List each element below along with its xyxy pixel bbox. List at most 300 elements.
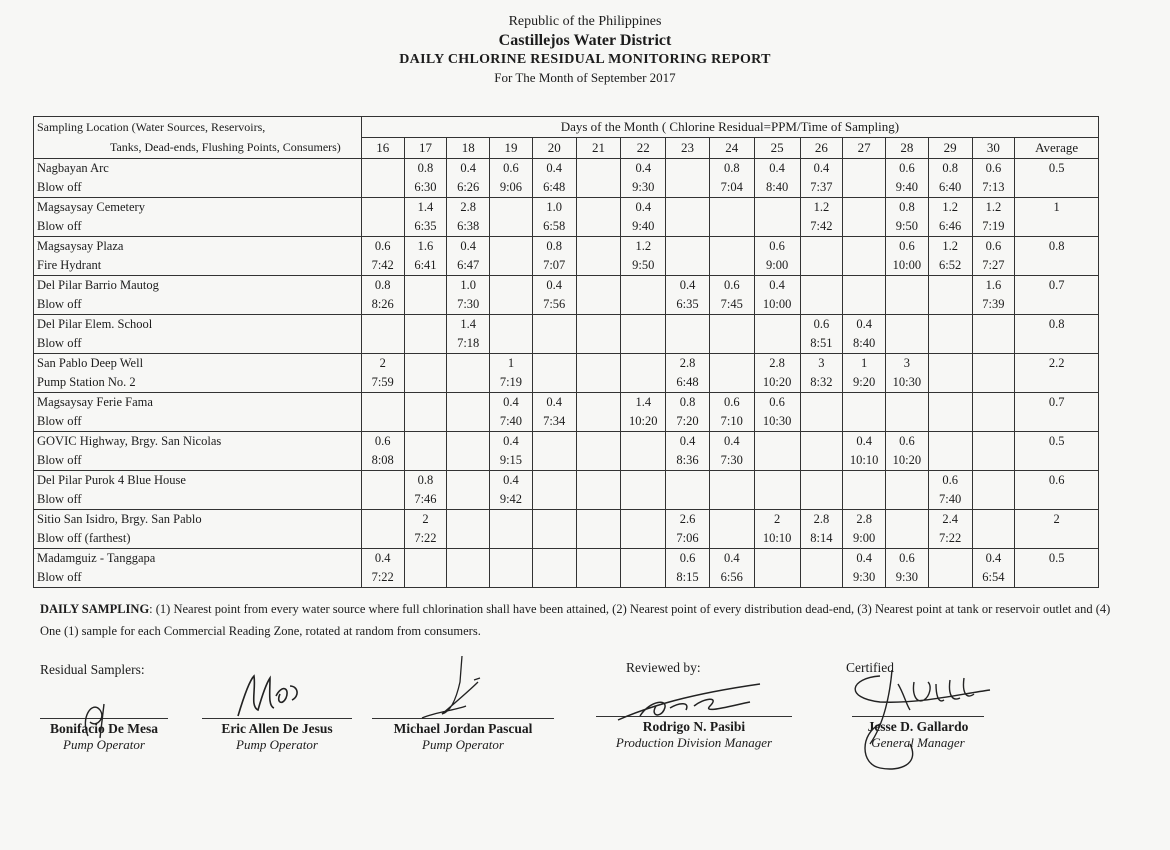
day-header-19: 19 <box>490 138 533 159</box>
location-name: Nagbayan Arc <box>34 159 362 179</box>
ppm-cell <box>843 237 886 257</box>
ppm-cell <box>666 471 710 491</box>
time-cell: 8:40 <box>843 334 886 354</box>
time-cell: 7:22 <box>404 529 447 549</box>
time-cell <box>532 334 576 354</box>
time-cell: 6:41 <box>404 256 447 276</box>
time-cell <box>754 451 800 471</box>
ppm-cell <box>576 354 621 374</box>
ppm-cell: 3 <box>800 354 843 374</box>
ppm-cell: 0.6 <box>928 471 972 491</box>
day-header-21: 21 <box>576 138 621 159</box>
ppm-cell <box>490 510 533 530</box>
ppm-cell <box>709 198 754 218</box>
average-cell: 1 <box>1015 198 1099 237</box>
time-cell: 6:58 <box>532 217 576 237</box>
ppm-cell: 0.4 <box>709 549 754 569</box>
ppm-cell: 0.4 <box>843 549 886 569</box>
ppm-cell <box>447 354 490 374</box>
ppm-cell: 0.6 <box>972 159 1015 179</box>
time-cell <box>666 334 710 354</box>
average-header: Average <box>1015 138 1099 159</box>
ppm-cell <box>490 237 533 257</box>
ppm-cell: 0.4 <box>666 276 710 296</box>
time-cell <box>709 334 754 354</box>
country-name: Republic of the Philippines <box>508 14 662 29</box>
time-cell: 9:00 <box>843 529 886 549</box>
ppm-cell <box>843 276 886 296</box>
ppm-cell: 0.4 <box>621 198 666 218</box>
time-cell <box>928 568 972 588</box>
table-row <box>34 529 1099 549</box>
location-point: Blow off <box>34 178 362 198</box>
time-cell: 10:10 <box>754 529 800 549</box>
ppm-cell <box>361 393 404 413</box>
ppm-cell: 1.2 <box>928 237 972 257</box>
ppm-cell: 0.8 <box>886 198 929 218</box>
time-cell: 7:10 <box>709 412 754 432</box>
ppm-cell <box>532 549 576 569</box>
day-header-26: 26 <box>800 138 843 159</box>
time-cell: 8:26 <box>361 295 404 315</box>
time-cell: 7:04 <box>709 178 754 198</box>
signatory-role: General Manager <box>871 735 965 750</box>
time-cell: 8:32 <box>800 373 843 393</box>
time-cell <box>532 490 576 510</box>
time-cell <box>928 334 972 354</box>
time-cell <box>490 295 533 315</box>
location-name: GOVIC Highway, Brgy. San Nicolas <box>34 432 362 452</box>
day-header-23: 23 <box>666 138 710 159</box>
signatory-role: Pump Operator <box>422 737 504 752</box>
time-cell: 7:27 <box>972 256 1015 276</box>
location-point: Blow off <box>34 412 362 432</box>
ppm-cell <box>576 315 621 335</box>
time-cell: 7:46 <box>404 490 447 510</box>
table-row <box>34 549 1099 569</box>
ppm-cell: 0.4 <box>361 549 404 569</box>
time-cell: 6:35 <box>666 295 710 315</box>
ppm-cell <box>886 471 929 491</box>
ppm-cell <box>800 393 843 413</box>
ppm-cell: 0.4 <box>447 159 490 179</box>
table-row <box>34 354 1099 374</box>
time-cell: 6:47 <box>447 256 490 276</box>
location-name: Del Pilar Purok 4 Blue House <box>34 471 362 491</box>
agency-name: Castillejos Water District <box>498 32 672 50</box>
table-row <box>34 217 1099 237</box>
table-row <box>34 393 1099 413</box>
ppm-cell: 2.8 <box>666 354 710 374</box>
average-cell: 0.5 <box>1015 549 1099 588</box>
time-cell <box>490 217 533 237</box>
location-point: Blow off <box>34 295 362 315</box>
ppm-cell <box>666 315 710 335</box>
ppm-cell <box>621 510 666 530</box>
ppm-cell: 1.4 <box>404 198 447 218</box>
time-cell: 8:36 <box>666 451 710 471</box>
location-header-line1: Sampling Location (Water Sources, Reservoirs, <box>34 117 362 138</box>
time-cell: 7:30 <box>447 295 490 315</box>
location-name: Magsaysay Cemetery <box>34 198 362 218</box>
signatory-name: Jesse D. Gallardo <box>867 719 969 734</box>
ppm-cell <box>754 432 800 452</box>
ppm-cell: 0.8 <box>361 276 404 296</box>
table-row <box>34 373 1099 393</box>
table-row <box>34 568 1099 588</box>
time-cell: 9:20 <box>843 373 886 393</box>
ppm-cell <box>361 198 404 218</box>
time-cell <box>404 451 447 471</box>
ppm-cell: 1.4 <box>621 393 666 413</box>
ppm-cell: 0.6 <box>754 393 800 413</box>
ppm-cell <box>972 471 1015 491</box>
ppm-cell <box>666 237 710 257</box>
signatory-name: Bonifacio De Mesa <box>50 721 158 736</box>
time-cell <box>972 334 1015 354</box>
location-name: Sitio San Isidro, Brgy. San Pablo <box>34 510 362 530</box>
signatory-name: Rodrigo N. Pasibi <box>642 719 746 734</box>
time-cell <box>621 334 666 354</box>
time-cell: 8:08 <box>361 451 404 471</box>
time-cell <box>576 295 621 315</box>
ppm-cell: 2.8 <box>800 510 843 530</box>
signature-scribble-icon <box>416 652 496 732</box>
table-row <box>34 510 1099 530</box>
ppm-cell: 0.6 <box>490 159 533 179</box>
location-point: Fire Hydrant <box>34 256 362 276</box>
average-cell: 0.5 <box>1015 159 1099 198</box>
time-cell: 7:22 <box>928 529 972 549</box>
average-cell: 0.7 <box>1015 393 1099 432</box>
time-cell <box>404 334 447 354</box>
time-cell <box>754 568 800 588</box>
footnote-label: DAILY SAMPLING <box>40 602 150 616</box>
average-cell: 0.7 <box>1015 276 1099 315</box>
time-cell <box>361 217 404 237</box>
time-cell: 8:40 <box>754 178 800 198</box>
ppm-cell <box>800 432 843 452</box>
time-cell <box>800 412 843 432</box>
ppm-cell: 0.4 <box>709 432 754 452</box>
table-row <box>34 432 1099 452</box>
ppm-cell <box>576 198 621 218</box>
sampling-footnote <box>40 598 1130 642</box>
time-cell <box>404 412 447 432</box>
time-cell <box>754 217 800 237</box>
time-cell: 6:26 <box>447 178 490 198</box>
time-cell <box>576 490 621 510</box>
table-row <box>34 471 1099 491</box>
ppm-cell: 0.4 <box>490 393 533 413</box>
footnote-text: : (1) Nearest point from every water source where full chlorination shall have been attained, (2) Nearest point of every distribution dead-end, (3) Nearest point at tank or reservoir outlet and (4) One (1) sample for each Commercial Reading Zone, rotated at random from consumers. <box>40 602 1111 638</box>
time-cell: 6:52 <box>928 256 972 276</box>
time-cell: 7:30 <box>709 451 754 471</box>
ppm-cell <box>709 510 754 530</box>
time-cell: 6:48 <box>666 373 710 393</box>
time-cell <box>404 373 447 393</box>
ppm-cell: 2.8 <box>754 354 800 374</box>
time-cell: 9:50 <box>886 217 929 237</box>
time-cell <box>532 529 576 549</box>
time-cell <box>361 334 404 354</box>
ppm-cell <box>404 432 447 452</box>
time-cell: 10:00 <box>886 256 929 276</box>
day-header-28: 28 <box>886 138 929 159</box>
ppm-cell <box>576 432 621 452</box>
table-row <box>34 256 1099 276</box>
time-cell <box>666 256 710 276</box>
ppm-cell <box>621 354 666 374</box>
time-cell <box>447 490 490 510</box>
ppm-cell <box>532 471 576 491</box>
day-header-22: 22 <box>621 138 666 159</box>
time-cell: 9:30 <box>843 568 886 588</box>
time-cell <box>621 451 666 471</box>
ppm-cell: 1.6 <box>972 276 1015 296</box>
average-cell: 2 <box>1015 510 1099 549</box>
ppm-cell: 1.2 <box>621 237 666 257</box>
table-row <box>34 295 1099 315</box>
ppm-cell <box>843 159 886 179</box>
time-cell <box>886 490 929 510</box>
table-row <box>34 178 1099 198</box>
ppm-cell <box>532 432 576 452</box>
ppm-cell: 1.0 <box>447 276 490 296</box>
time-cell <box>361 490 404 510</box>
ppm-cell: 2.4 <box>928 510 972 530</box>
time-cell <box>532 373 576 393</box>
time-cell: 9:42 <box>490 490 533 510</box>
average-cell: 0.6 <box>1015 471 1099 510</box>
ppm-cell: 0.4 <box>447 237 490 257</box>
location-point: Pump Station No. 2 <box>34 373 362 393</box>
ppm-cell <box>576 276 621 296</box>
ppm-cell: 0.6 <box>886 237 929 257</box>
signatory-role: Pump Operator <box>63 737 145 752</box>
time-cell <box>972 373 1015 393</box>
time-cell <box>886 334 929 354</box>
ppm-cell <box>886 276 929 296</box>
time-cell: 10:30 <box>886 373 929 393</box>
time-cell <box>843 178 886 198</box>
average-cell: 0.5 <box>1015 432 1099 471</box>
ppm-cell: 0.4 <box>490 471 533 491</box>
location-header-line2: Tanks, Dead-ends, Flushing Points, Consumers) <box>34 138 362 159</box>
ppm-cell <box>576 393 621 413</box>
ppm-cell: 0.4 <box>972 549 1015 569</box>
time-cell <box>709 217 754 237</box>
signature-scribble-icon <box>70 688 130 748</box>
time-cell <box>800 568 843 588</box>
ppm-cell: 1.0 <box>532 198 576 218</box>
table-row <box>34 451 1099 471</box>
time-cell <box>843 295 886 315</box>
time-cell: 10:00 <box>754 295 800 315</box>
time-cell: 7:37 <box>800 178 843 198</box>
ppm-cell: 0.4 <box>532 393 576 413</box>
time-cell: 7:45 <box>709 295 754 315</box>
report-period: For The Month of September 2017 <box>494 69 676 85</box>
ppm-cell <box>404 354 447 374</box>
time-cell <box>709 490 754 510</box>
ppm-cell: 0.6 <box>709 276 754 296</box>
ppm-cell: 2 <box>361 354 404 374</box>
time-cell <box>709 373 754 393</box>
ppm-cell <box>666 198 710 218</box>
ppm-cell <box>843 471 886 491</box>
day-header-29: 29 <box>928 138 972 159</box>
time-cell <box>800 451 843 471</box>
ppm-cell <box>576 471 621 491</box>
ppm-cell <box>404 549 447 569</box>
day-header-24: 24 <box>709 138 754 159</box>
location-point: Blow off <box>34 451 362 471</box>
time-cell <box>447 568 490 588</box>
time-cell: 7:13 <box>972 178 1015 198</box>
ppm-cell: 0.6 <box>361 432 404 452</box>
ppm-cell: 0.8 <box>404 471 447 491</box>
time-cell: 9:50 <box>621 256 666 276</box>
certified-label: Certified <box>846 660 894 675</box>
time-cell <box>972 529 1015 549</box>
time-cell <box>576 529 621 549</box>
time-cell: 7:39 <box>972 295 1015 315</box>
time-cell <box>490 256 533 276</box>
ppm-cell <box>754 549 800 569</box>
ppm-cell: 1.4 <box>447 315 490 335</box>
ppm-cell: 1.2 <box>928 198 972 218</box>
time-cell <box>576 334 621 354</box>
ppm-cell <box>621 471 666 491</box>
ppm-cell <box>754 315 800 335</box>
ppm-cell <box>404 393 447 413</box>
table-row <box>34 237 1099 257</box>
ppm-cell <box>972 510 1015 530</box>
report-header <box>0 14 1170 86</box>
time-cell <box>709 256 754 276</box>
ppm-cell <box>928 276 972 296</box>
day-header-18: 18 <box>447 138 490 159</box>
ppm-cell <box>754 198 800 218</box>
time-cell: 7:07 <box>532 256 576 276</box>
time-cell <box>754 490 800 510</box>
ppm-cell: 1.2 <box>800 198 843 218</box>
ppm-cell <box>447 471 490 491</box>
ppm-cell <box>928 354 972 374</box>
time-cell <box>843 217 886 237</box>
table-row <box>34 159 1099 179</box>
time-cell <box>361 178 404 198</box>
time-cell <box>754 334 800 354</box>
time-cell: 7:40 <box>490 412 533 432</box>
location-point: Blow off <box>34 568 362 588</box>
ppm-cell <box>800 276 843 296</box>
time-cell <box>666 490 710 510</box>
signatory-role: Production Division Manager <box>615 735 773 750</box>
time-cell <box>576 451 621 471</box>
ppm-cell <box>972 315 1015 335</box>
chlorine-residual-table <box>33 116 1099 588</box>
time-cell <box>576 178 621 198</box>
time-cell <box>972 451 1015 471</box>
ppm-cell <box>843 198 886 218</box>
ppm-cell <box>928 549 972 569</box>
average-cell: 0.8 <box>1015 237 1099 276</box>
signature-scribble-icon <box>840 664 1000 774</box>
time-cell <box>972 490 1015 510</box>
ppm-cell: 1 <box>843 354 886 374</box>
time-cell <box>886 412 929 432</box>
time-cell <box>404 568 447 588</box>
time-cell: 7:06 <box>666 529 710 549</box>
ppm-cell <box>754 471 800 491</box>
ppm-cell: 1 <box>490 354 533 374</box>
ppm-cell: 2.8 <box>447 198 490 218</box>
time-cell: 6:38 <box>447 217 490 237</box>
ppm-cell: 0.4 <box>532 159 576 179</box>
ppm-cell: 0.8 <box>928 159 972 179</box>
ppm-cell <box>928 432 972 452</box>
table-row <box>34 334 1099 354</box>
location-point: Blow off <box>34 490 362 510</box>
time-cell: 6:30 <box>404 178 447 198</box>
ppm-cell: 0.8 <box>709 159 754 179</box>
ppm-cell <box>709 354 754 374</box>
ppm-cell: 0.4 <box>754 159 800 179</box>
ppm-cell <box>447 549 490 569</box>
signatory-name: Michael Jordan Pascual <box>393 721 533 736</box>
ppm-cell: 0.6 <box>754 237 800 257</box>
ppm-cell: 0.4 <box>754 276 800 296</box>
ppm-cell: 0.6 <box>886 549 929 569</box>
ppm-cell: 0.6 <box>972 237 1015 257</box>
time-cell: 7:56 <box>532 295 576 315</box>
ppm-cell <box>490 315 533 335</box>
time-cell: 7:59 <box>361 373 404 393</box>
ppm-cell <box>621 549 666 569</box>
report-title: DAILY CHLORINE RESIDUAL MONITORING REPORT <box>399 52 771 68</box>
ppm-cell: 0.4 <box>800 159 843 179</box>
ppm-cell <box>361 315 404 335</box>
signatory-name: Eric Allen De Jesus <box>221 721 333 736</box>
ppm-cell: 0.4 <box>532 276 576 296</box>
time-cell: 8:14 <box>800 529 843 549</box>
ppm-cell <box>928 315 972 335</box>
time-cell <box>800 490 843 510</box>
ppm-cell: 1.6 <box>404 237 447 257</box>
time-cell <box>928 412 972 432</box>
time-cell: 7:19 <box>972 217 1015 237</box>
time-cell: 9:40 <box>886 178 929 198</box>
ppm-cell: 0.6 <box>666 549 710 569</box>
ppm-cell: 2 <box>754 510 800 530</box>
location-point: Blow off <box>34 217 362 237</box>
ppm-cell <box>532 354 576 374</box>
time-cell <box>621 568 666 588</box>
time-cell: 6:56 <box>709 568 754 588</box>
signature-scribble-icon <box>230 666 310 726</box>
time-cell: 10:20 <box>621 412 666 432</box>
time-cell <box>576 256 621 276</box>
time-cell: 9:30 <box>886 568 929 588</box>
time-cell: 6:54 <box>972 568 1015 588</box>
ppm-cell <box>972 393 1015 413</box>
ppm-cell: 0.4 <box>666 432 710 452</box>
ppm-cell: 0.4 <box>843 432 886 452</box>
ppm-cell <box>972 432 1015 452</box>
time-cell <box>621 295 666 315</box>
